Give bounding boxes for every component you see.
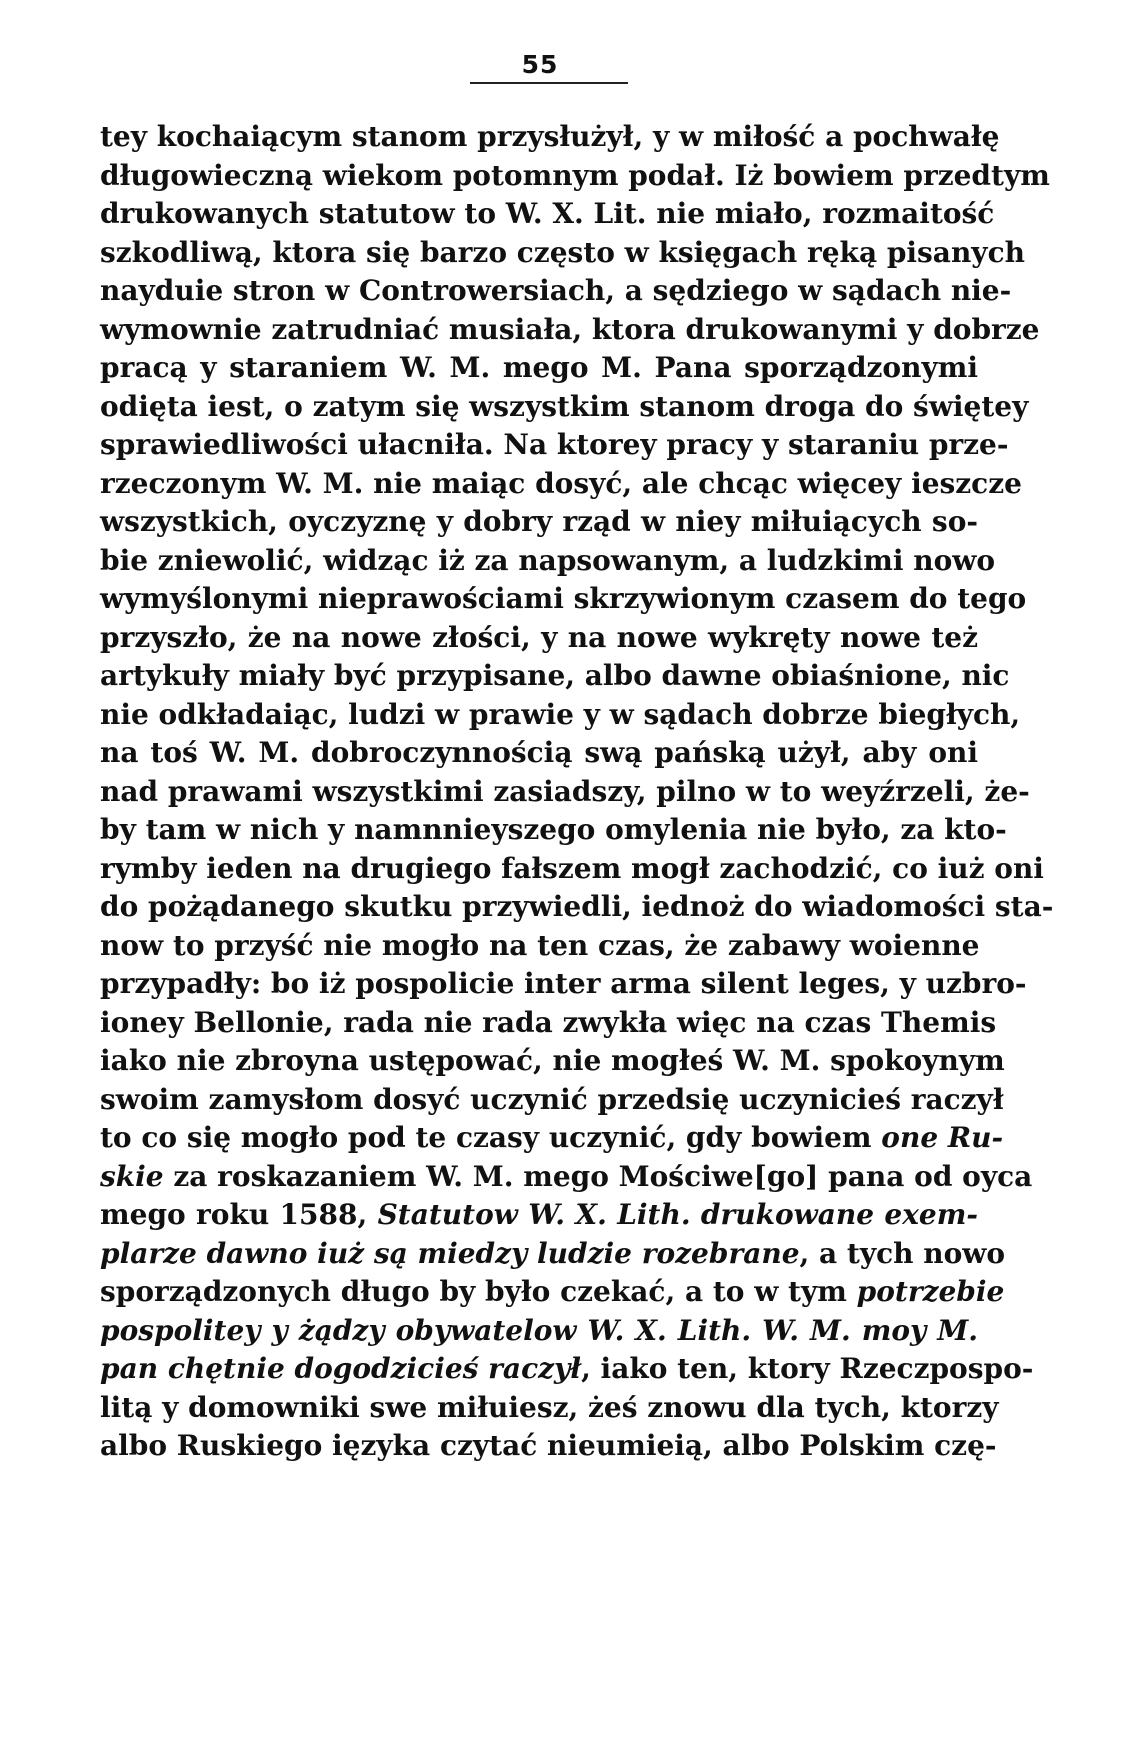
text-segment: , a tych nowo	[799, 1236, 1006, 1270]
text-line	[100, 388, 1029, 427]
text-line	[100, 1350, 1034, 1389]
text-segment: drukowanych statutow to W. X. Lit. nie miało, rozmaitość	[100, 197, 995, 230]
text-segment: sprawiedliwości ułacniła. Na ktorey pracy y staraniu prze-	[100, 428, 1009, 461]
text-segment: odięta iest, o zatym się wszystkim stanom droga do świętey	[100, 389, 1029, 423]
text-segment: pan chętnie dogodziciеś raczył	[100, 1352, 582, 1385]
text-segment: Statutow W. X. Lith. drukowane exem-	[377, 1198, 978, 1231]
text-segment: wszystkich, oyczyznę y dobry rząd w niey miłuiących so-	[100, 505, 978, 538]
text-line	[100, 465, 1022, 504]
text-segment: długowieczną wiekom potomnym podał. Iż bowiem przedtym	[100, 158, 1050, 192]
text-segment: albo Ruskiego ięzyka czytać nieumieią, albo Polskim czę-	[100, 1429, 997, 1462]
page-number: 55	[521, 50, 559, 79]
text-line	[100, 118, 1000, 157]
text-segment: one Ru-	[881, 1121, 1004, 1154]
text-segment: swoim zamysłom dosyć uczynić przedsię uczyniciеś raczył	[100, 1082, 1004, 1116]
text-segment: iako nie zbroyna ustępować, nie mogłeś W. M. spokoynym	[100, 1044, 1005, 1077]
text-line	[100, 927, 978, 966]
text-segment: , iako ten, ktory Rzeczpospo-	[581, 1352, 1034, 1385]
text-segment: by tam w nich y namnnieyszego omylenia nie było, za kto-	[100, 813, 1007, 846]
text-line	[100, 503, 978, 542]
text-segment: szkodliwą, ktora się barzo często w księgach ręką pisanych	[100, 235, 1025, 269]
text-segment: przyszło, że na nowe złości, y na nowe wykręty nowe też	[100, 620, 978, 654]
text-segment: now to przyść nie mogło na ten czas, że zabawy woienne	[100, 928, 980, 962]
header-rule	[470, 82, 628, 84]
text-segment: rzeczonym W. M. nie maiąc dosyć, ale chcąc więcey ieszcze	[100, 466, 1022, 500]
text-line	[100, 311, 1040, 350]
text-line	[100, 773, 1030, 812]
text-line	[100, 1235, 1006, 1274]
text-segment: tey kochaiącym stanom przysłużył, y w miłość a pochwałę	[100, 120, 1000, 153]
text-line	[100, 426, 1009, 465]
text-segment: to co się mogło pod te czasy uczynić, gdy bowiem	[100, 1121, 882, 1154]
text-segment: skie	[100, 1159, 164, 1193]
text-line	[100, 1158, 1033, 1197]
text-line	[100, 696, 1021, 735]
text-line	[100, 234, 1025, 273]
text-line	[100, 195, 995, 234]
text-line	[100, 811, 1007, 850]
text-line	[100, 1427, 997, 1466]
text-segment: pracą y staraniem W. M. mego M. Pana sporządzonymi	[100, 351, 978, 384]
text-segment: wymownie zatrudniać musiała, ktora drukowanymi y dobrze	[100, 312, 1040, 346]
text-segment: plarze dawno iuż są miedzy ludzie rozebrane	[100, 1236, 800, 1270]
text-segment: wymyślonymi nieprawościami skrzywionym czasem do tego	[100, 582, 1027, 615]
body-text	[100, 118, 1054, 1466]
text-segment: do pożądanego skutku przywiedli, iednoż do wiadomości sta-	[100, 890, 1054, 923]
text-segment: za roskazaniem W. M. mego Mościwe[go] pana od oyca	[163, 1159, 1033, 1193]
text-line	[100, 850, 1044, 889]
text-line	[100, 1196, 978, 1235]
text-segment: nayduie stron w Controwersiach, a sędziego w sądach nie-	[100, 274, 1012, 307]
text-segment: mego roku 1588,	[100, 1198, 378, 1231]
text-line	[100, 1389, 999, 1428]
text-segment: litą y domowniki swe miłuiesz, żeś znowu dla tych, ktorzy	[100, 1390, 999, 1424]
text-line	[100, 1042, 1005, 1081]
text-line	[100, 1312, 978, 1351]
text-line	[100, 542, 996, 581]
text-line	[100, 157, 1050, 196]
text-line	[100, 1004, 997, 1043]
text-line	[100, 1273, 1005, 1312]
text-line	[100, 1081, 1004, 1120]
text-segment: pospolitey y żądzy obywatelow W. X. Lith. W. M. moy M.	[100, 1313, 978, 1347]
text-line	[100, 888, 1054, 927]
text-segment: potrzebie	[856, 1275, 1005, 1308]
text-segment: przypadły: bo iż pospolicie inter arma silent leges, y uzbro-	[100, 967, 1027, 1000]
text-line	[100, 349, 978, 388]
text-segment: artykuły miały być przypisane, albo dawne obiaśnione, nic	[100, 659, 1010, 692]
text-segment: sporządzonych długo by było czekać, a to w tym	[100, 1275, 857, 1308]
text-line	[100, 734, 978, 773]
text-segment: ioney Bellonie, rada nie rada zwykła więc na czas Themis	[100, 1005, 997, 1039]
text-line	[100, 657, 1010, 696]
text-line	[100, 1119, 1004, 1158]
text-segment: rymby ieden na drugiego fałszem mogł zachodzić, co iuż oni	[100, 851, 1044, 885]
text-line	[100, 580, 1027, 619]
text-line	[100, 619, 978, 658]
text-line	[100, 272, 1012, 311]
text-segment: na toś W. M. dobroczynnością swą pańską użył, aby oni	[100, 736, 978, 769]
text-segment: nad prawami wszystkimi zasiadszy, pilno w to weyźrzeli, że-	[100, 774, 1030, 808]
text-segment: nie odkładaiąc, ludzi w prawie y w sądach dobrze biegłych,	[100, 697, 1021, 731]
text-segment: bie zniewolić, widząc iż za napsowanym, a ludzkimi nowo	[100, 543, 996, 577]
text-line	[100, 965, 1027, 1004]
